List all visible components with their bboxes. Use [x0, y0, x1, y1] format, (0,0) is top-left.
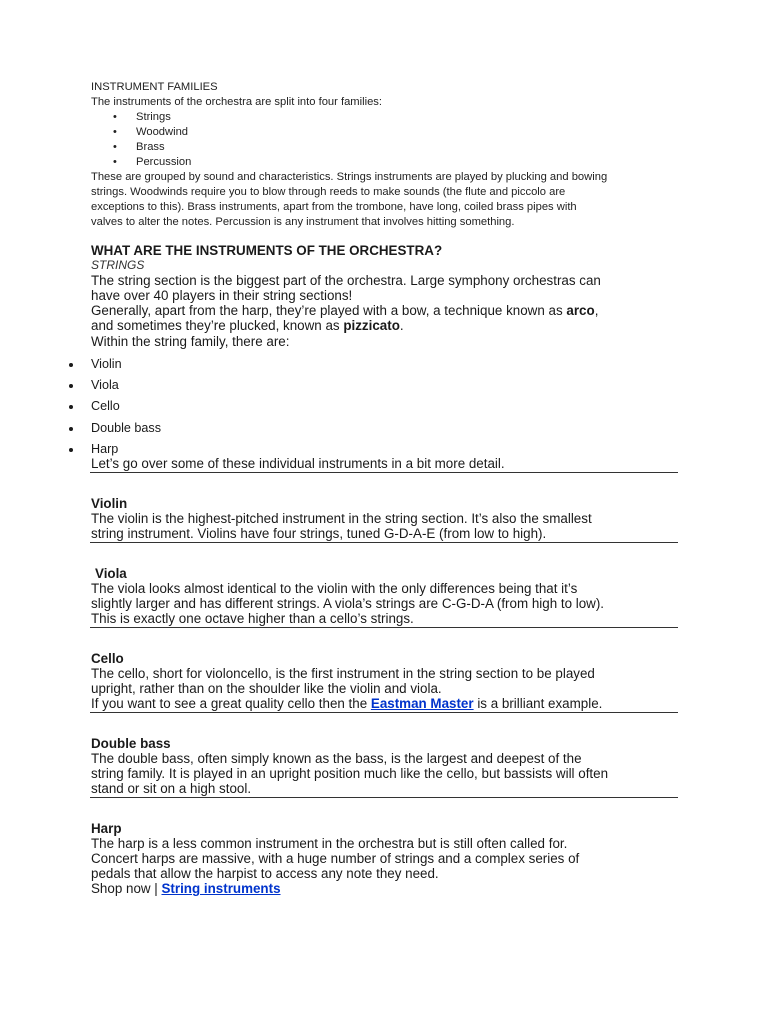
- eastman-master-link[interactable]: Eastman Master: [370, 696, 474, 712]
- body-line: string family. It is played in an upright position much like the cello, but bassists will often: [91, 766, 609, 782]
- list-item: Cello: [91, 399, 120, 413]
- intro-line: exceptions to this). Brass instruments, apart from the trombone, have long, coiled brass pipes with: [91, 201, 577, 213]
- instruments-section: [91, 243, 681, 349]
- harp-section: [91, 821, 691, 896]
- violin-title: Violin: [91, 496, 128, 511]
- double-bass-section: [91, 736, 691, 796]
- divider: [90, 472, 678, 473]
- list-item: Harp: [91, 442, 119, 456]
- body-line: This is exactly one octave higher than a cello’s strings.: [91, 611, 414, 627]
- body-line: The double bass, often simply known as the bass, is the largest and deepest of the: [91, 751, 582, 767]
- intro-line: valves to alter the notes. Percussion is any instrument that involves hitting something.: [91, 216, 515, 228]
- double-bass-title: Double bass: [91, 736, 171, 751]
- body-line: Within the string family, there are:: [91, 333, 290, 349]
- arco-term: arco: [566, 303, 595, 319]
- intro-lead: The instruments of the orchestra are split into four families:: [91, 96, 383, 108]
- divider: [90, 542, 678, 543]
- cello-title: Cello: [91, 651, 124, 666]
- section-subheading: STRINGS: [91, 258, 145, 273]
- body-line: The cello, short for violoncello, is the first instrument in the string section to be played: [91, 666, 595, 682]
- list-item: Viola: [91, 378, 119, 392]
- body-line: Concert harps are massive, with a huge number of strings and a complex series of: [91, 851, 580, 867]
- family-item: • Brass: [91, 140, 681, 155]
- body-line: The harp is a less common instrument in the orchestra but is still often called for.: [91, 836, 568, 852]
- list-item: Violin: [91, 357, 122, 371]
- body-line: Shop now | String instruments: [91, 881, 281, 897]
- divider: [90, 797, 678, 798]
- body-line: upright, rather than on the shoulder like the violin and viola.: [91, 681, 442, 697]
- violin-section: [91, 496, 691, 541]
- body-line: If you want to see a great quality cello then the Eastman Master is a brilliant example.: [91, 696, 603, 712]
- body-line: The viola looks almost identical to the violin with the only differences being that it’s: [91, 581, 578, 597]
- family-item: • Woodwind: [91, 125, 681, 140]
- bullet-dot: [69, 384, 73, 388]
- harp-title: Harp: [91, 821, 122, 836]
- body-line: The violin is the highest-pitched instrument in the string section. It’s also the smallest: [91, 511, 592, 527]
- body-line: string instrument. Violins have four strings, tuned G-D-A-E (from low to high).: [91, 526, 547, 542]
- cello-section: [91, 651, 691, 711]
- bullet-dot: [69, 363, 73, 367]
- section-heading: WHAT ARE THE INSTRUMENTS OF THE ORCHESTRA?: [91, 243, 443, 258]
- family-item: • Strings: [91, 110, 681, 125]
- viola-section: [91, 566, 691, 626]
- string-instruments-link[interactable]: String instruments: [161, 881, 281, 897]
- body-line: The string section is the biggest part of the orchestra. Large symphony orchestras can: [91, 273, 601, 289]
- family-list: [91, 110, 681, 170]
- body-line: Generally, apart from the harp, they’re played with a bow, a technique known as arco,: [91, 303, 599, 319]
- divider: [90, 712, 678, 713]
- body-line: have over 40 players in their string sections!: [91, 288, 353, 304]
- intro-section: [91, 80, 681, 230]
- intro-line: strings. Woodwinds require you to blow through reeds to make sounds (the flute and piccolo are: [91, 186, 566, 198]
- intro-line: These are grouped by sound and characteristics. Strings instruments are played by plucking and bowing: [91, 171, 608, 183]
- family-item: • Percussion: [91, 155, 681, 170]
- body-line: slightly larger and has different strings. A viola’s strings are C-G-D-A (from high to low).: [91, 596, 605, 612]
- list-item: Double bass: [91, 421, 162, 435]
- body-line: pedals that allow the harpist to access any note they need.: [91, 866, 439, 882]
- divider: [90, 627, 678, 628]
- bullet-dot: [69, 448, 73, 452]
- viola-title: Viola: [95, 566, 127, 581]
- bullet-dot: [69, 427, 73, 431]
- intro-title: INSTRUMENT FAMILIES: [91, 81, 218, 93]
- outro-line: Let’s go over some of these individual instruments in a bit more detail.: [91, 456, 505, 471]
- bullet-dot: [69, 405, 73, 409]
- pizzicato-term: pizzicato: [343, 318, 400, 334]
- body-line: stand or sit on a high stool.: [91, 781, 252, 797]
- body-line: and sometimes they’re plucked, known as pizzicato.: [91, 318, 404, 334]
